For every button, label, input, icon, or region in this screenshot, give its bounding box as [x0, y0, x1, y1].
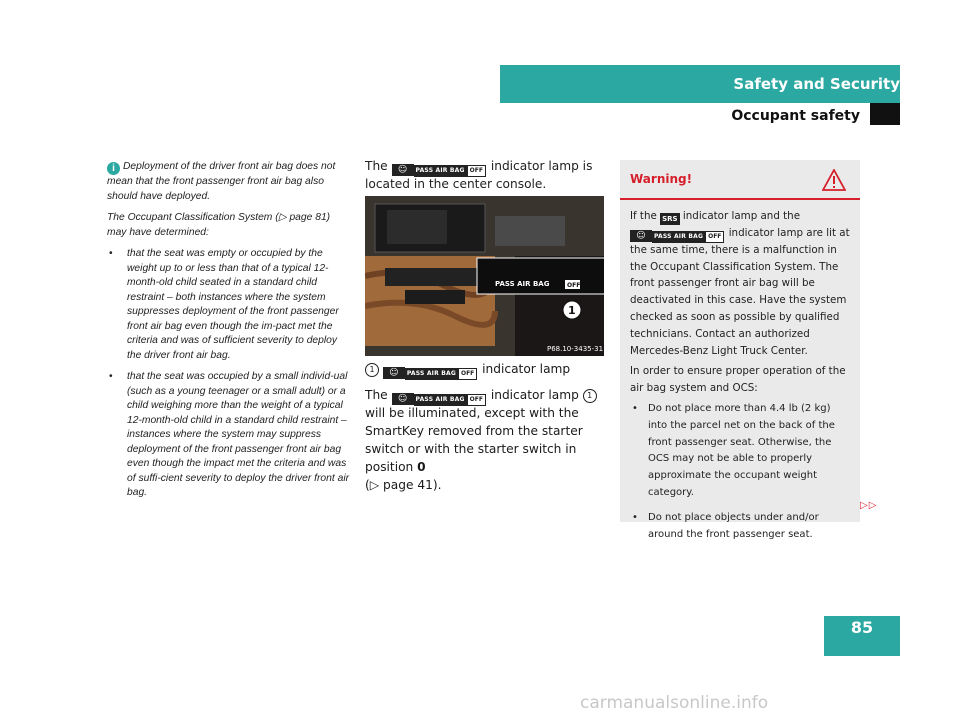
page-number: 85 [824, 616, 900, 656]
list-item: • that the seat was empty or occupied by the weight up to or less than that of a typical 12-month-old child seated in a standard child restraint – both instances where the system suppresses deployment of the front passenger front air bag even though the im-pact met the criteria and was of sufficient severity to deploy the driver front air bag. [107, 247, 350, 363]
middle-intro: The ☺ PASS AIR BAG OFF indicator lamp is located in the center console. [365, 159, 593, 191]
info-note: i Deployment of the driver front air bag does not mean that the front passenger front air bag also should have deployed. [107, 161, 336, 202]
page-ref: (▷ page 41). [365, 478, 442, 492]
photo-callout: 1 [568, 304, 576, 317]
left-column [107, 160, 350, 508]
watermark: carmanualsonline.info [580, 693, 769, 713]
list-item: • that the seat was occupied by a small individ-ual (such as a young teenager or a small adult) or a child weighing more than the weight of a typical 12-month-old child in a standard child restraint – instances where the system may suppress deployment of the front passenger front air bag even though the impact met the criteria and was of suffi-cient severity to deploy the driver front air bag. [107, 370, 350, 501]
subsection-title: Occupant safety [731, 108, 860, 124]
warning-list [630, 401, 850, 543]
photo-code: P68.10-3435-31 [547, 345, 604, 353]
list-item: • Do not place more than 4.4 lb (2 kg) into the parcel net on the back of the front passenger seat. Otherwise, the OCS may not be able to properly approximate the occupant weight category. [630, 401, 850, 502]
header-marker [870, 103, 900, 125]
console-illustration [365, 196, 604, 356]
photo-off-label: OFF [567, 282, 581, 289]
warning-title: Warning! [630, 172, 693, 186]
center-console-photo [365, 196, 604, 356]
continue-arrows-icon: ▷▷ [860, 500, 878, 511]
info-icon: i [107, 162, 120, 175]
warning-triangle-icon [822, 169, 846, 191]
ocs-intro: The Occupant Classification System (▷ page 81) may have determined: [107, 212, 331, 238]
pass-airbag-off-icon: ☺ PASS AIR BAG OFF [392, 388, 487, 400]
srs-icon: SRS [662, 215, 678, 223]
list-item: • Do not place objects under and/or around the front passenger seat. [630, 510, 850, 544]
warning-paragraph: If the SRS indicator lamp and the ☺ PASS AIR BAG OFF indicator lamp are lit at the same time, there is a malfunction in the Occupant Classification System. The front passenger front air bag will be deactivated in this case. Have the system checked as soon as possible by qualified technicians. Contact an authorized Mercedes-Benz Light Truck Center. [630, 210, 850, 357]
warning-box [620, 160, 860, 540]
pass-airbag-off-icon: ☺ PASS AIR BAG OFF [392, 159, 487, 171]
pass-airbag-off-icon: ☺ PASS AIR BAG OFF [630, 227, 725, 239]
warning-header [620, 160, 860, 200]
warning-paragraph: In order to ensure proper operation of the air bag system and OCS: [630, 365, 846, 395]
lamp-description: The ☺ PASS AIR BAG OFF indicator lamp 1 will be illuminated, except with the SmartKey removed from the starter switch or with the starter switch in position 0 (▷ page 41). [365, 386, 605, 494]
photo-pass-label: PASS AIR BAG [495, 280, 550, 288]
warning-body [620, 200, 860, 559]
photo-caption: 1 ☺ PASS AIR BAG OFF indicator lamp [365, 362, 570, 377]
ocs-list [107, 247, 350, 501]
pass-airbag-off-icon: ☺ PASS AIR BAG OFF [383, 364, 478, 376]
section-title: Safety and Security [733, 75, 900, 93]
